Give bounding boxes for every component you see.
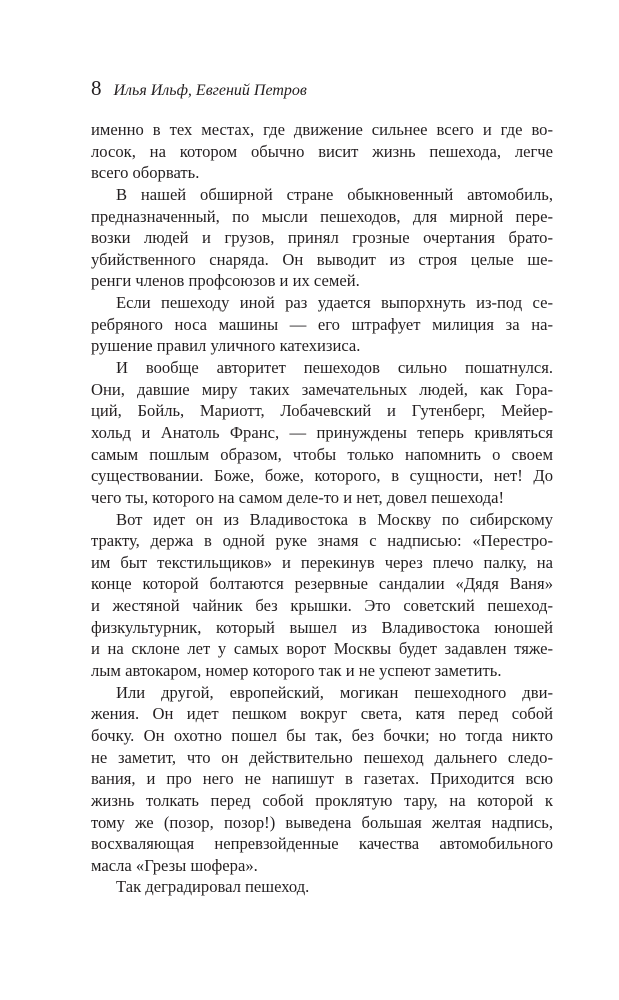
text-line: Они, давшие миру таких замечательных людей, как Гора- [91,379,553,399]
text-line: чего ты, которого на самом деле-то и нет, довел пешехода! [91,487,505,507]
text-line: тракту, держа в одной руке знамя с надписью: «Перестро- [91,531,553,551]
text-line: хольд и Анатоль Франс, — принуждены теперь кривляться [91,422,553,442]
paragraph [91,876,553,898]
text-line: восхваляющая непревзойденные качества автомобильного [91,834,553,854]
text-line: Если пешеходу иной раз удается выпорхнуть из-под се- [116,293,553,313]
text-line: ций, Бойль, Мариотт, Лобачевский и Гутенберг, Мейер- [91,401,553,421]
text-line: вания, и про него не напишут в газетах. Приходится всю [91,769,553,789]
text-line: Вот идет он из Владивостока в Москву по сибирскому [116,509,553,529]
text-line: именно в тех местах, где движение сильнее всего и где во- [91,120,553,139]
text-line: существовании. Боже, боже, которого, в сущности, нет! До [91,466,553,486]
paragraph [91,119,553,184]
text-line: жения. Он идет пешком вокруг света, катя перед собой [91,704,553,724]
text-line: Так деградировал пешеход. [116,877,310,897]
text-line: самым пошлым образом, чтобы только напомнить о своем [91,444,553,464]
text-line: предназначенный, по мысли пешеходов, для мирной пере- [91,206,553,226]
text-line: В нашей обширной стране обыкновенный автомобиль, [116,184,553,204]
text-line: И вообще авторитет пешеходов сильно пошатнулся. [116,358,553,378]
text-line: Или другой, европейский, могикан пешеходного дви- [116,682,553,702]
text-line: и жестяной чайник без крышки. Это советский пешеход- [91,596,553,616]
text-line: масла «Грезы шофера». [91,855,258,875]
text-line: рушение правил уличного катехизиса. [91,336,361,356]
text-line: не заметит, что он действительно пешеход дальнего следо- [91,747,553,767]
text-line: бочку. Он охотно пошел бы так, без бочки; но тогда никто [91,725,553,745]
paragraph [91,682,553,877]
text-line: физкультурник, который вышел из Владивостока юношей [91,617,553,637]
body-text [91,119,553,898]
text-line: ребряного носа машины — его штрафует милиция за на- [91,314,553,334]
text-line: убийственного снаряда. Он выводит из строя целые ше- [91,249,553,269]
paragraph [91,184,553,292]
text-line: конце которой болтаются резервные сандалии «Дядя Ваня» [91,574,553,594]
running-header [91,76,307,102]
text-line: лым автокаром, номер которого так и не успеют заметить. [91,661,502,681]
text-line: возки людей и грузов, принял грозные очертания брато- [91,228,553,248]
text-line: жизнь толкать перед собой проклятую тару, на которой к [91,790,553,810]
text-line: лосок, на котором обычно висит жизнь пешехода, легче [91,141,553,161]
text-line: ренги членов профсоюзов и их семей. [91,271,360,291]
text-line: им быт текстильщиков» и перекинув через плечо палку, на [91,552,553,572]
text-line: и на склоне лет у самых ворот Москвы будет задавлен тяже- [91,639,553,659]
paragraph [91,357,553,508]
paragraph [91,292,553,357]
text-line: всего оборвать. [91,163,200,183]
paragraph [91,509,553,682]
page-number: 8 [91,76,102,100]
text-line: тому же (позор, позор!) выведена большая желтая надпись, [91,812,553,832]
running-title: Илья Ильф, Евгений Петров [113,82,307,99]
